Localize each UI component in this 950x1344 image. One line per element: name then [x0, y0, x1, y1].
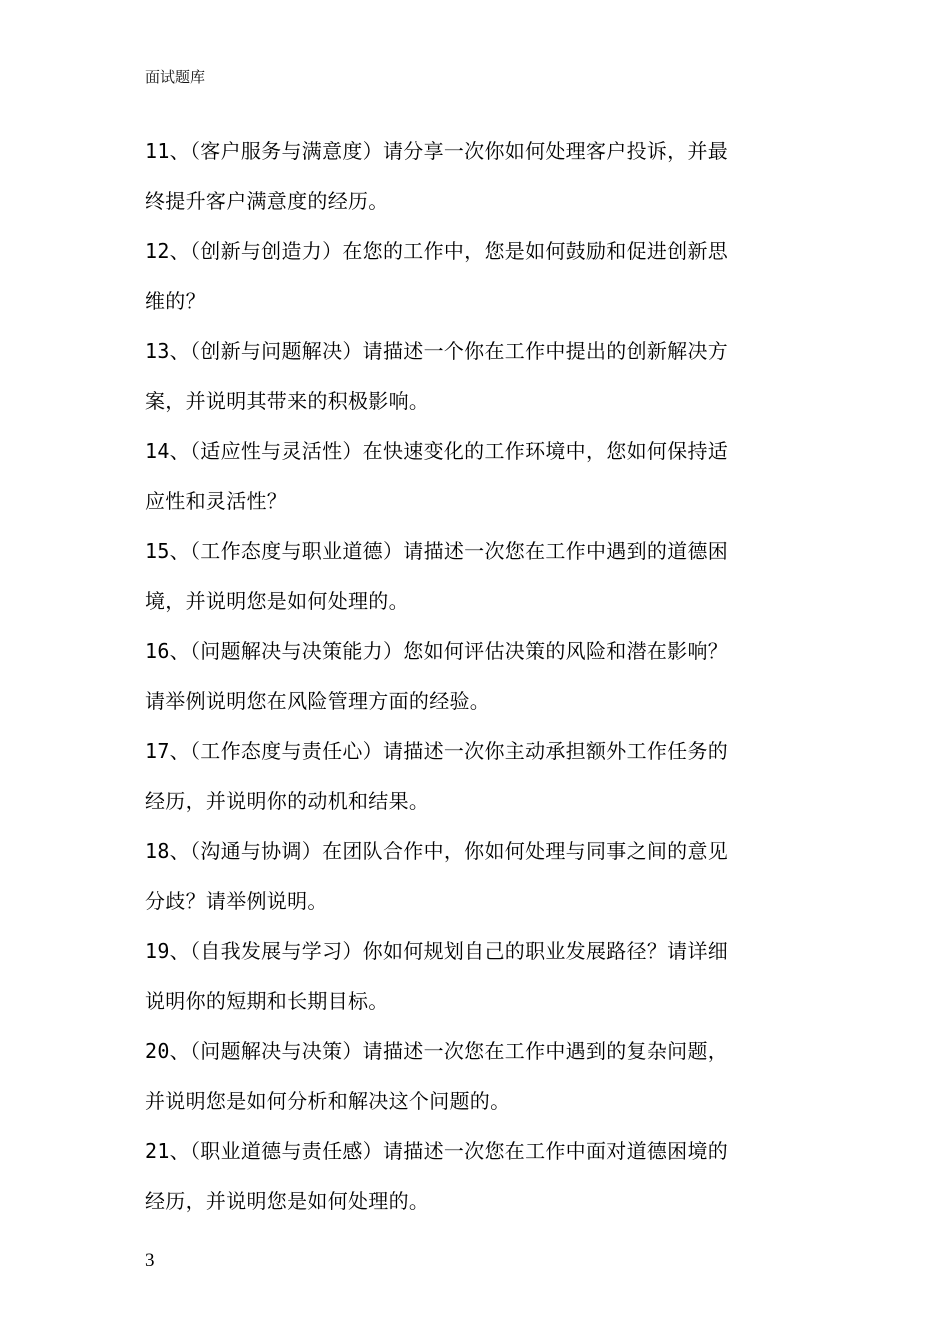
- question-line: 并说明您是如何分析和解决这个问题的。: [145, 1089, 511, 1113]
- question-line: 13、（创新与问题解决）请描述一个你在工作中提出的创新解决方: [145, 339, 729, 363]
- question-item: [145, 926, 810, 1026]
- question-line: 21、（职业道德与责任感）请描述一次您在工作中面对道德困境的: [145, 1139, 729, 1163]
- question-line: 14、（适应性与灵活性）在快速变化的工作环境中，您如何保持适: [145, 439, 729, 463]
- question-item: [145, 226, 810, 326]
- question-line: 分歧？请举例说明。: [145, 889, 328, 913]
- question-line: 18、（沟通与协调）在团队合作中，你如何处理与同事之间的意见: [145, 839, 729, 863]
- question-line: 案，并说明其带来的积极影响。: [145, 389, 430, 413]
- page-header: 面试题库: [145, 68, 206, 86]
- question-line: 请举例说明您在风险管理方面的经验。: [145, 689, 491, 713]
- question-line: 20、（问题解决与决策）请描述一次您在工作中遇到的复杂问题，: [145, 1039, 729, 1063]
- question-item: [145, 1026, 810, 1126]
- question-line: 11、（客户服务与满意度）请分享一次你如何处理客户投诉，并最: [145, 139, 729, 163]
- question-line: 16、（问题解决与决策能力）您如何评估决策的风险和潜在影响？: [145, 639, 729, 663]
- question-line: 经历，并说明你的动机和结果。: [145, 789, 430, 813]
- question-item: [145, 1126, 810, 1226]
- question-item: [145, 726, 810, 826]
- question-item: [145, 626, 810, 726]
- question-line: 境，并说明您是如何处理的。: [145, 589, 409, 613]
- page-number: 3: [145, 1250, 155, 1271]
- question-line: 15、（工作态度与职业道德）请描述一次您在工作中遇到的道德困: [145, 539, 729, 563]
- question-line: 经历，并说明您是如何处理的。: [145, 1189, 430, 1213]
- question-list: [145, 126, 810, 1226]
- question-item: [145, 126, 810, 226]
- question-line: 终提升客户满意度的经历。: [145, 189, 389, 213]
- question-line: 说明你的短期和长期目标。: [145, 989, 389, 1013]
- question-item: [145, 826, 810, 926]
- question-line: 12、（创新与创造力）在您的工作中，您是如何鼓励和促进创新思: [145, 239, 729, 263]
- question-line: 应性和灵活性？: [145, 489, 288, 513]
- question-item: [145, 526, 810, 626]
- question-line: 19、（自我发展与学习）你如何规划自己的职业发展路径？请详细: [145, 939, 729, 963]
- question-item: [145, 326, 810, 426]
- question-line: 维的？: [145, 289, 206, 313]
- question-line: 17、（工作态度与责任心）请描述一次你主动承担额外工作任务的: [145, 739, 729, 763]
- question-item: [145, 426, 810, 526]
